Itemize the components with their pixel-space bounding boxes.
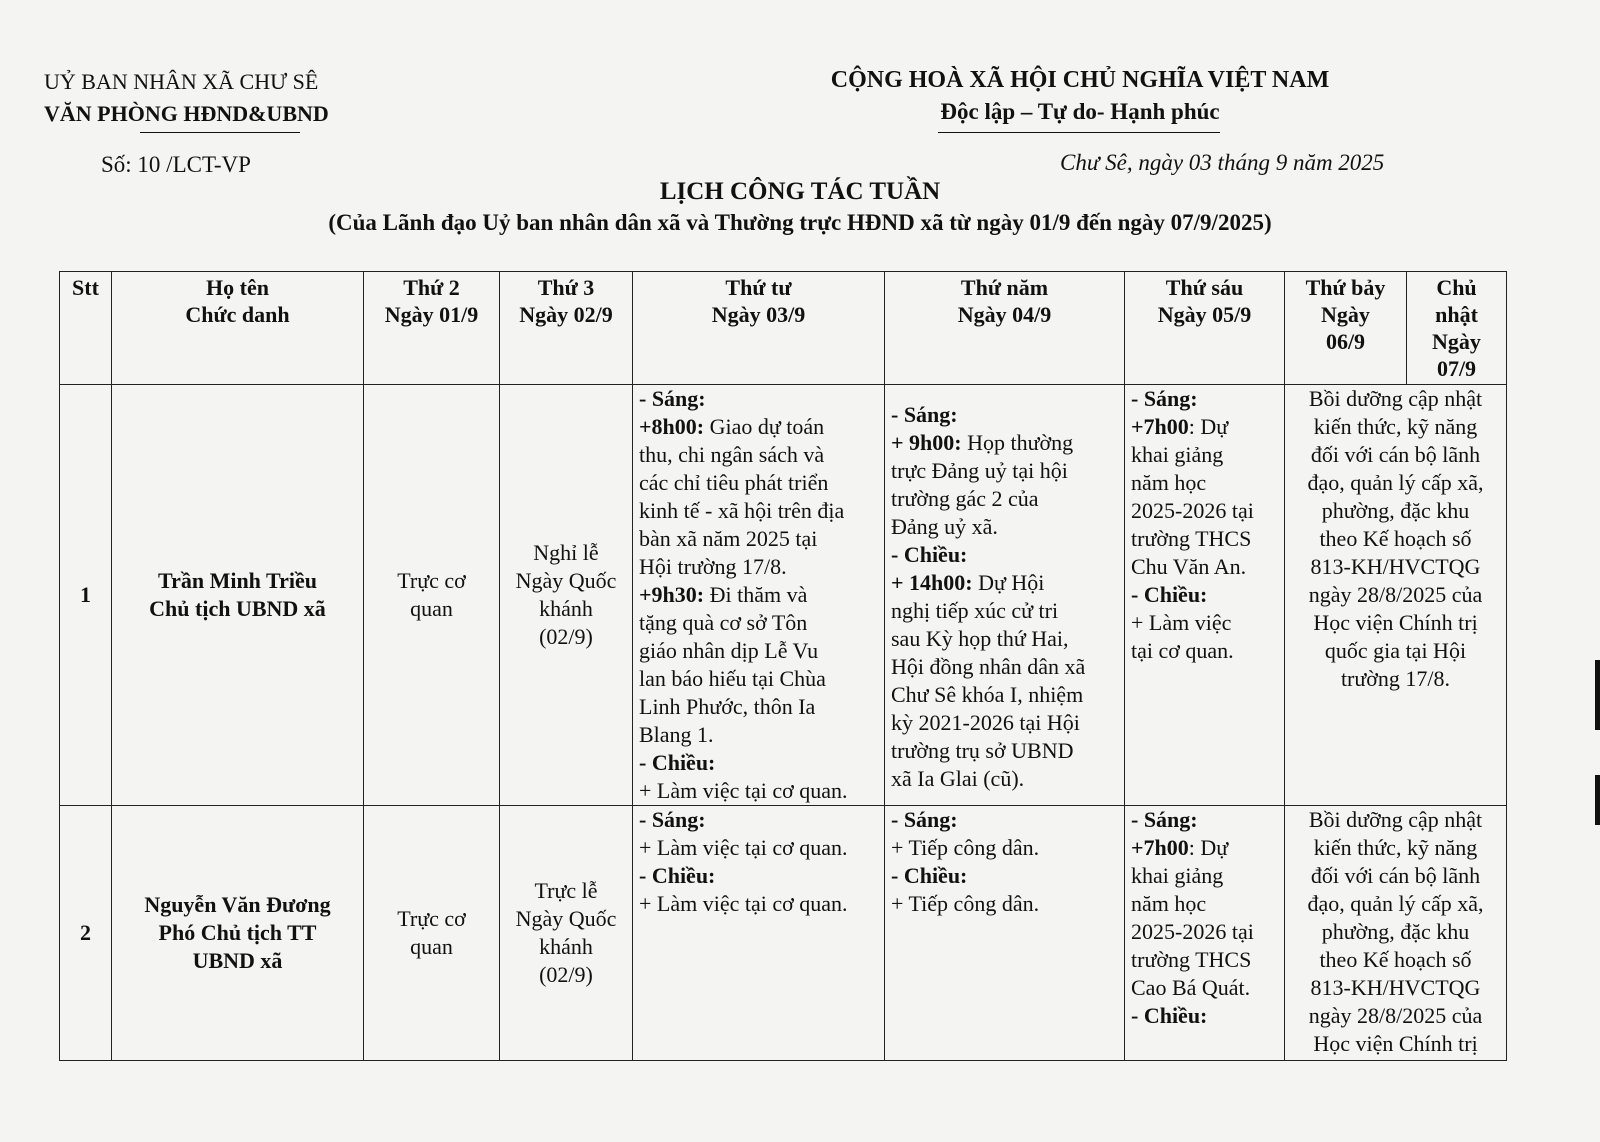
row-name-title: Trần Minh Triều Chủ tịch UBND xã: [112, 385, 364, 806]
row-stt: 2: [60, 806, 112, 1061]
header-wednesday: Thứ tư Ngày 03/9: [633, 272, 885, 385]
place-and-date: Chư Sê, ngày 03 tháng 9 năm 2025: [1060, 150, 1385, 175]
thursday-cell: - Sáng: + 9h00: Họp thường trực Đảng uỷ tại hội trường gác 2 của Đảng uỷ xã. - Chiều: + 14h00: Dự Hội nghị tiếp xúc cử tri sau Kỳ họp thứ Hai, Hội đồng nhân dân xã Chư Sê khóa I, nhiệm kỳ 2021-2026 tại Hội trường trụ sở UBND xã Ia Glai (cũ).: [885, 385, 1125, 806]
header-thursday: Thứ năm Ngày 04/9: [885, 272, 1125, 385]
row-stt: 1: [60, 385, 112, 806]
national-motto: Độc lập – Tự do- Hạnh phúc: [940, 99, 1220, 124]
nation-name: CỘNG HOÀ XÃ HỘI CHỦ NGHĨA VIỆT NAM: [830, 67, 1330, 93]
header-name-title: Họ tên Chức danh: [112, 272, 364, 385]
monday-cell: Trực cơ quan: [364, 806, 500, 1061]
header-stt: Stt: [60, 272, 112, 385]
document-title: LỊCH CÔNG TÁC TUẦN: [659, 178, 941, 205]
issuing-organization: [44, 66, 384, 130]
national-heading: [790, 64, 1370, 128]
org-name-line2: VĂN PHÒNG HĐND&UBND: [44, 101, 329, 126]
tuesday-cell: Trực lễ Ngày Quốc khánh (02/9): [500, 806, 633, 1061]
weekly-schedule-table: [59, 271, 1507, 1061]
thursday-cell: - Sáng: + Tiếp công dân. - Chiều: + Tiếp công dân.: [885, 806, 1125, 1061]
wednesday-cell: - Sáng: + Làm việc tại cơ quan. - Chiều: + Làm việc tại cơ quan.: [633, 806, 885, 1061]
document-number: Số: 10 /LCT-VP: [101, 152, 251, 177]
scan-edge-mark: [1595, 775, 1600, 825]
weekend-cell: Bồi dưỡng cập nhật kiến thức, kỹ năng đối với cán bộ lãnh đạo, quản lý cấp xã, phường, đặc khu theo Kế hoạch số 813-KH/HVCTQG ngày 28/8/2025 của Học viện Chính trị quốc gia tại Hội trường 17/8.: [1285, 385, 1507, 806]
table-row: [60, 385, 1507, 806]
motto-underline: [938, 132, 1220, 133]
header-friday: Thứ sáu Ngày 05/9: [1125, 272, 1285, 385]
header-sunday: Chủ nhật Ngày 07/9: [1407, 272, 1507, 385]
weekend-cell: Bồi dưỡng cập nhật kiến thức, kỹ năng đối với cán bộ lãnh đạo, quản lý cấp xã, phường, đặc khu theo Kế hoạch số 813-KH/HVCTQG ngày 28/8/2025 của Học viện Chính trị: [1285, 806, 1507, 1061]
document-subtitle: (Của Lãnh đạo Uỷ ban nhân dân xã và Thường trực HĐND xã từ ngày 01/9 đến ngày 07/9/2025): [328, 210, 1272, 235]
table-row: [60, 806, 1507, 1061]
header-tuesday: Thứ 3 Ngày 02/9: [500, 272, 633, 385]
friday-cell: - Sáng: +7h00: Dự khai giảng năm học 2025-2026 tại trường THCS Cao Bá Quát. - Chiều:: [1125, 806, 1285, 1061]
tuesday-cell: Nghỉ lễ Ngày Quốc khánh (02/9): [500, 385, 633, 806]
org-name-line1: UỶ BAN NHÂN XÃ CHƯ SÊ: [44, 69, 319, 94]
wednesday-cell: - Sáng: +8h00: Giao dự toán thu, chi ngân sách và các chỉ tiêu phát triển kinh tế - xã hội trên địa bàn xã năm 2025 tại Hội trường 17/8. +9h30: Đi thăm và tặng quà cơ sở Tôn giáo nhân dịp Lễ Vu lan báo hiếu tại Chùa Linh Phước, thôn Ia Blang 1. - Chiều: + Làm việc tại cơ quan.: [633, 385, 885, 806]
table-header-row: [60, 272, 1507, 385]
org-underline: [140, 132, 300, 133]
row-name-title: Nguyễn Văn Đương Phó Chủ tịch TT UBND xã: [112, 806, 364, 1061]
friday-cell: - Sáng: +7h00: Dự khai giảng năm học 2025-2026 tại trường THCS Chu Văn An. - Chiều: + Làm việc tại cơ quan.: [1125, 385, 1285, 806]
scan-edge-mark: [1595, 660, 1600, 730]
header-monday: Thứ 2 Ngày 01/9: [364, 272, 500, 385]
header-saturday: Thứ bảy Ngày 06/9: [1285, 272, 1407, 385]
monday-cell: Trực cơ quan: [364, 385, 500, 806]
